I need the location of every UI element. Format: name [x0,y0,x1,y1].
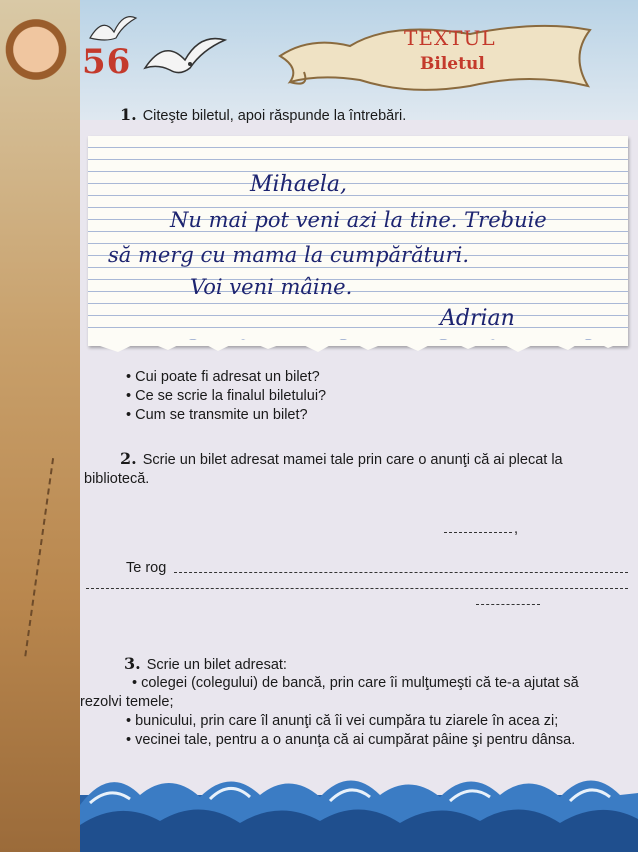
exercise-3-instruction: 3. Scrie un bilet adresat: [124,654,287,673]
note-torn-edge [88,330,628,354]
question-2: • Ce se scrie la finalul biletului? [126,388,327,404]
salutation-line [444,532,512,533]
exercise-3-item-1-cont: rezolvi temele; [80,694,174,710]
exercise-3-item-3: • vecinei tale, pentru a o anunţa că ai cumpărat pâine şi pentru dânsa. [126,732,576,748]
te-rog-label: Te rog [126,560,167,576]
rope-decoration [24,458,93,662]
question-3: • Cum se transmite un bilet? [126,407,308,423]
note-card [88,136,628,346]
exercise-3-item-2: • bunicului, prin care îl anunţi că îi vei cumpăra tu ziarele în acea zi; [126,713,559,729]
writing-line-1 [174,572,628,573]
seagull-icon [140,28,230,88]
salutation-comma: , [514,521,519,537]
exercise-2-instruction-line-1: 2. Scrie un bilet adresat mamei tale prin care o anunţi că ai plecat la [120,449,563,468]
note-signature: Adrian [440,306,515,331]
signature-line [476,604,540,605]
banner-title: TEXTUL [404,26,496,50]
left-decoration [0,0,80,852]
note-line-2: să merg cu mama la cumpărături. [108,243,469,267]
banner-subtitle: Biletul [420,54,485,74]
exercise-3-item-1: • colegei (colegului) de bancă, prin care îi mulţumeşti că te-a ajutat să [132,675,579,691]
exercise-3-number: 3. [124,654,141,673]
exercise-2-number: 2. [120,449,137,468]
character-illustration [0,0,80,110]
question-1: • Cui poate fi adresat un bilet? [126,369,320,385]
exercise-2-instruction-line-2: bibliotecă. [84,471,150,487]
waves-decoration [80,765,638,852]
exercise-1-number: 1. [120,105,137,124]
writing-line-2 [86,588,628,589]
note-greeting: Mihaela, [250,172,348,197]
note-line-1: Nu mai pot veni azi la tine. Trebuie [170,208,547,232]
note-line-3: Voi veni mâine. [190,275,353,299]
exercise-1-instruction: 1. Citeşte biletul, apoi răspunde la întrebări. [120,105,407,124]
seagull-small-icon [88,8,138,48]
lesson-number: 56 [82,42,132,82]
